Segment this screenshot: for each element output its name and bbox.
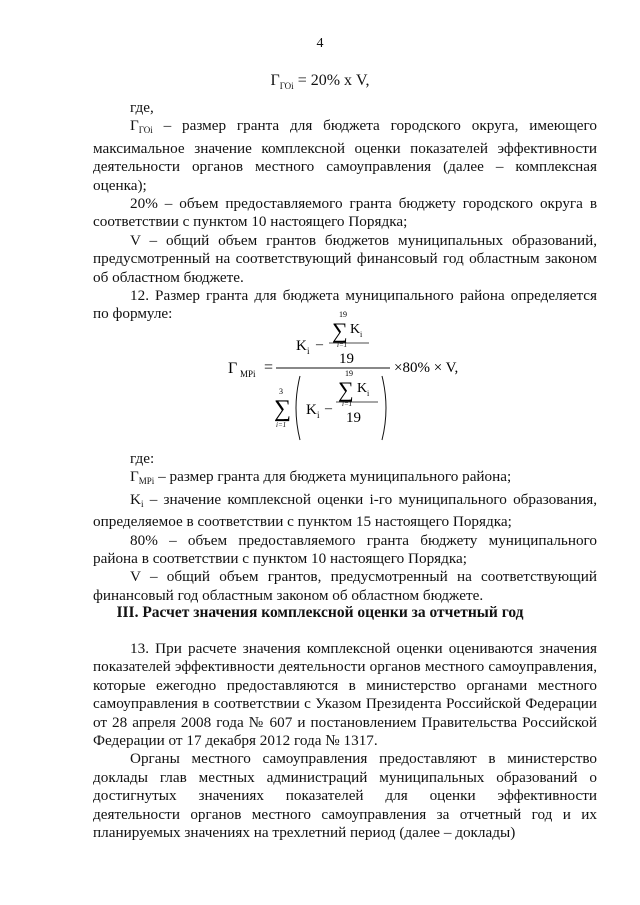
right-paren (382, 376, 386, 440)
definition-text: – размер гранта для бюджета муниципального района; (154, 468, 512, 486)
symbol-g-sub: ГОi (138, 125, 153, 136)
item-12: 12. Размер гранта для бюджета муниципального района определяется по формуле: (93, 287, 597, 323)
denominator-sum-k: K (357, 381, 368, 396)
symbol-g: Г (130, 468, 139, 486)
symbol-g: Г (130, 117, 139, 135)
denominator-k-sub: i (317, 410, 320, 420)
left-paren (296, 376, 300, 440)
numerator-sum-k-sub: i (360, 330, 363, 339)
denominator-sum-k-sub: i (367, 389, 370, 398)
definition-grant-city (93, 117, 597, 195)
definitions-block-2 (93, 450, 597, 605)
numerator-sum-bottom: i=1 (337, 341, 348, 349)
section-heading-3: III. Расчет значения комплексной оценки за отчетный год (116, 604, 524, 621)
paragraph-reports: Органы местного самоуправления предоставляют в министерство доклады глав местных администраций муниципальных образований о достигнутых значениях показателей для оценки эффективности деятельности органов местного самоуправления за отчетный год и их планируемых значениях на трехлетний период (далее – доклады) (93, 750, 597, 842)
symbol-k-sub: i (140, 498, 144, 509)
numerator-sum-k: K (350, 322, 361, 337)
symbol-g-sub: MPi (138, 476, 155, 487)
definition-80-percent: 80% – объем предоставляемого гранта бюджету муниципального района в соответствии с пунктом 10 настоящего Порядка; (93, 531, 597, 568)
definition-k (93, 491, 597, 532)
denominator-divisor: 19 (346, 410, 361, 426)
where-label-2: где: (130, 450, 155, 467)
numerator-divisor: 19 (339, 351, 354, 367)
denominator-k: K (306, 402, 317, 418)
definition-text: – размер гранта для бюджета городского округа, имеющего максимальное значение комплексной оценки показателей эффективности деятельности органов местного самоуправления (далее – комплексная оценка); (93, 117, 597, 194)
formula-lhs-sub: MPi (240, 369, 256, 379)
denominator-outer-sum-sign: ∑ (274, 396, 292, 422)
definition-20-percent: 20% – объем предоставляемого гранта бюджету городского округа в соответствии с пунктом 10 настоящего Порядка; (93, 195, 597, 231)
denominator-outer-sum-bottom: i=1 (276, 421, 287, 429)
formula-lhs-sub: ГОi (279, 81, 294, 92)
denominator-minus: – (325, 401, 332, 416)
definitions-block-1 (93, 99, 597, 324)
denominator-sum-sign: ∑ (338, 377, 354, 402)
numerator-sum-top: 19 (339, 310, 347, 319)
definition-v-2: V – общий объем грантов, предусмотренный на соответствующий финансовый год областным законом об областном бюджете. (93, 568, 597, 604)
formula-grant-municipal-district (228, 306, 528, 448)
formula-grant-city-district (0, 72, 640, 91)
page-number: 4 (316, 36, 324, 51)
section-3-body (93, 640, 597, 842)
formula-rhs: = 20% х V, (297, 72, 370, 89)
formula-equals: = (264, 359, 274, 376)
definition-v: V – общий объем грантов бюджетов муниципальных образований, предусмотренный на соответствующий финансовый год областным законом об областном бюджете. (93, 231, 597, 286)
definition-grant-municipal (93, 468, 597, 490)
numerator-sum-sign: ∑ (332, 318, 348, 343)
denominator-sum-top: 19 (345, 369, 353, 378)
definition-text: – значение комплексной оценки i-го муниципального образования, определяемое в соответствии с пунктом 15 настоящего Порядка; (93, 490, 597, 531)
formula-lhs-main: Г (228, 360, 238, 377)
denominator-sum-bottom: i=1 (342, 400, 353, 408)
denominator-outer-sum-top: 3 (279, 387, 283, 396)
numerator-minus: – (316, 337, 323, 352)
formula-lhs-main: Г (270, 72, 280, 89)
numerator-k: K (296, 338, 307, 354)
symbol-k: K (130, 490, 141, 508)
formula-tail: ×80% × V, (394, 360, 459, 376)
numerator-k-sub: i (307, 346, 310, 356)
item-13: 13. При расчете значения комплексной оценки оцениваются значения показателей эффективности деятельности органов местного самоуправления, которые ежегодно предоставляются в министерство органами местного самоуправления в соответствии с Указом Президента Российской Федерации от 28 апреля 2008 года № 607 и постановлением Правительства Российской Федерации от 17 декабря 2012 года № 1317. (93, 640, 597, 750)
where-label: где, (130, 99, 154, 116)
